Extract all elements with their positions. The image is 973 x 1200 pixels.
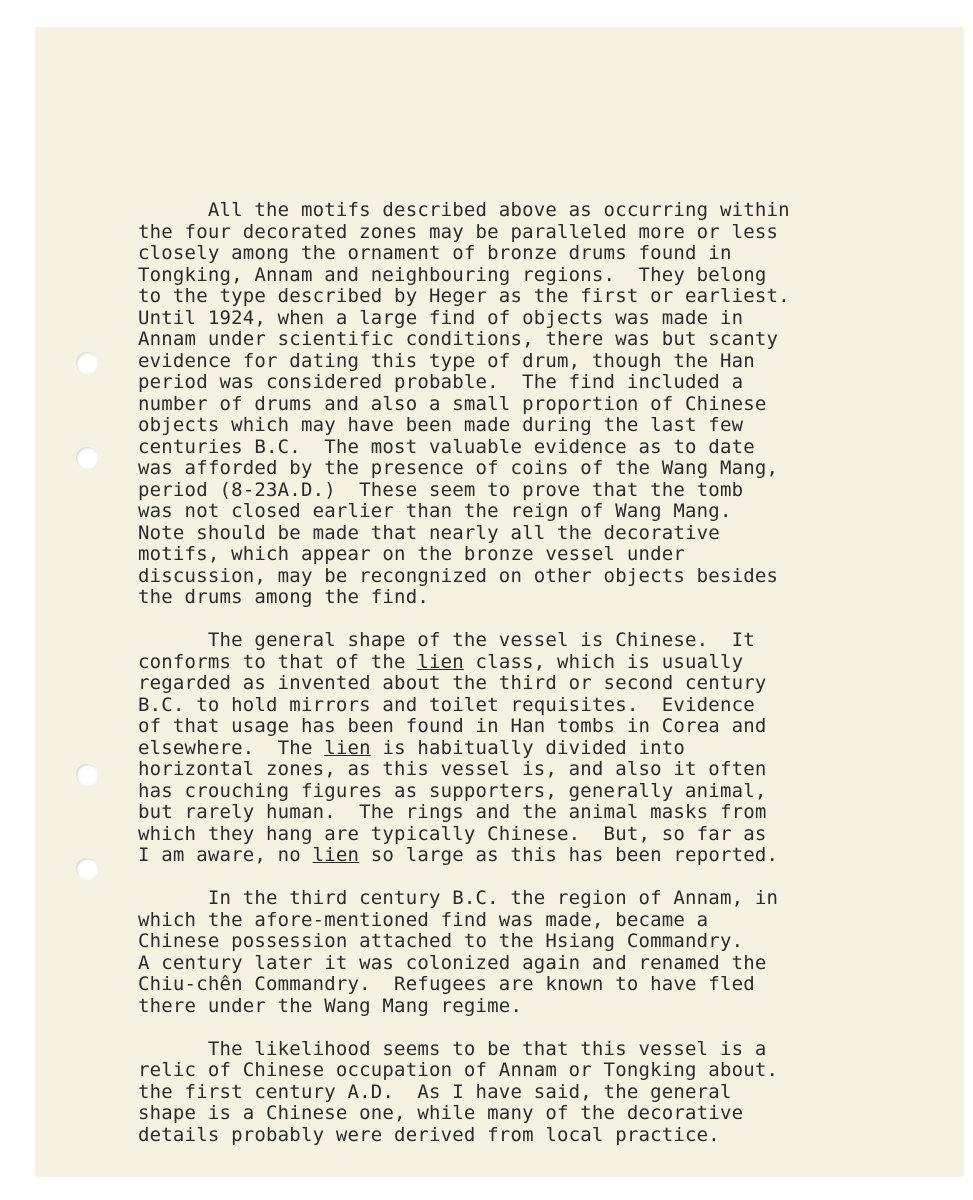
document-body <box>138 200 858 1168</box>
text-line: of that usage has been found in Han tombs in Corea and <box>138 715 767 737</box>
text-line: number of drums and also a small proportion of Chinese <box>138 392 767 415</box>
text-line: The likelihood seems to be that this vessel is a <box>138 1037 767 1060</box>
text-line: to the type described by Heger as the first or earliest. <box>138 285 790 307</box>
text-line: The general shape of the vessel is Chinese. It <box>138 629 755 651</box>
text-line: elsewhere. The lien is habitually divided into <box>138 736 686 759</box>
underlined-term: lien <box>324 736 371 759</box>
text-line: period was considered probable. The find included a <box>138 371 744 393</box>
text-line: Until 1924, when a large find of objects was made in <box>138 306 744 329</box>
text-line: the first century A.D. As I have said, the general <box>138 1080 732 1103</box>
text-line: Tongking, Annam and neighbouring regions. They belong <box>138 263 767 286</box>
text-line: was afforded by the presence of coins of the Wang Mang, <box>138 457 779 479</box>
text-line: relic of Chinese occupation of Annam or Tongking about. <box>138 1059 779 1081</box>
text-line: horizontal zones, as this vessel is, and also it often <box>138 758 767 780</box>
text-line: objects which may have been made during the last few <box>138 414 744 436</box>
text-line: but rarely human. The rings and the animal masks from <box>138 801 767 823</box>
paragraph-vessel-shape <box>138 630 858 867</box>
text-line: motifs, which appear on the bronze vessel under <box>138 543 686 565</box>
text-line: discussion, may be recongnized on other objects besides <box>138 564 779 587</box>
paragraph-annam-history <box>138 888 858 1017</box>
text-line: which they hang are typically Chinese. But, so far as <box>138 822 767 845</box>
text-line: In the third century B.C. the region of Annam, in <box>138 887 779 909</box>
punch-hole <box>76 447 98 469</box>
text-line: evidence for dating this type of drum, though the Han <box>138 349 755 372</box>
text-line: Annam under scientific conditions, there was but scanty <box>138 328 779 350</box>
text-line: closely among the ornament of bronze drums found in <box>138 242 732 264</box>
text-line: which the afore-mentioned find was made, became a <box>138 908 709 931</box>
paragraph-conclusion <box>138 1039 858 1147</box>
text-line: B.C. to hold mirrors and toilet requisites. Evidence <box>138 693 755 716</box>
text-line: centuries B.C. The most valuable evidence as to date <box>138 435 755 458</box>
punch-hole <box>76 352 98 374</box>
text-line: Chinese possession attached to the Hsiang Commandry. <box>138 930 744 952</box>
text-line: regarded as invented about the third or second century <box>138 672 767 694</box>
text-line: period (8-23A.D.) These seem to prove that the tomb <box>138 478 744 501</box>
punch-hole <box>76 858 98 880</box>
paragraph-drum-motifs <box>138 200 858 609</box>
text-line: the drums among the find. <box>138 586 429 608</box>
text-line: A century later it was colonized again and renamed the <box>138 951 767 974</box>
text-line: Note should be made that nearly all the decorative <box>138 521 720 544</box>
text-line: was not closed earlier than the reign of Wang Mang. <box>138 500 732 522</box>
underlined-term: lien <box>312 844 360 866</box>
text-line: Chiu-chên Commandry. Refugees are known to have fled <box>138 973 755 995</box>
text-line: has crouching figures as supporters, generally animal, <box>138 779 767 802</box>
text-line: the four decorated zones may be paralleled more or less <box>138 220 779 243</box>
text-line: I am aware, no lien so large as this has been reported. <box>138 844 779 866</box>
text-line: shape is a Chinese one, while many of the decorative <box>138 1102 744 1124</box>
underlined-term: lien <box>417 650 464 673</box>
punch-hole <box>76 764 98 786</box>
text-line: there under the Wang Mang regime. <box>138 994 523 1017</box>
text-line: All the motifs described above as occurring within <box>138 199 790 221</box>
text-line: conforms to that of the lien class, which is usually <box>138 650 744 673</box>
text-line: details probably were derived from local practice. <box>138 1123 720 1146</box>
